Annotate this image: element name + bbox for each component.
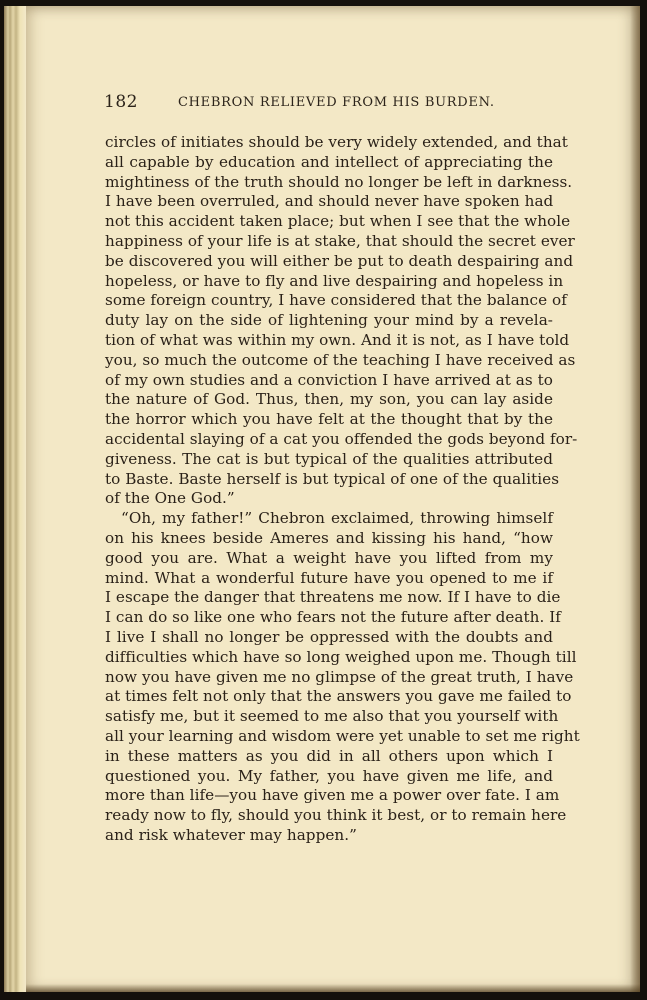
text-line: some foreign country, I have considered that the balance of (105, 291, 567, 310)
text-line: satisfy me, but it seemed to me also that you yourself with (105, 707, 559, 726)
text-line: circles of initiates should be very widely extended, and that (105, 133, 568, 151)
text-line: duty lay on the side of lightening your mind by a revela- (105, 311, 553, 330)
text-line: happiness of your life is at stake, that should the secret ever (105, 231, 575, 250)
text-line: the nature of God. Thus, then, my son, you can lay aside (105, 390, 553, 409)
text-line: more than life—you have given me a power over fate. I am (105, 786, 560, 805)
running-head: CHEBRON RELIEVED FROM HIS BURDEN. (178, 95, 495, 110)
text-line: on his knees beside Ameres and kissing his hand, “how (105, 528, 553, 547)
text-line: good you are. What a weight have you lifted from my (105, 548, 553, 567)
text-line: and risk whatever may happen.” (105, 825, 357, 844)
text-line: be discovered you will either be put to death despairing and (105, 251, 574, 270)
page-number: 182 (104, 92, 138, 112)
text-line: I escape the danger that threatens me now. If I have to die (105, 588, 561, 607)
text-line: mightiness of the truth should no longer be left in darkness. (105, 172, 573, 191)
text-line: accidental slaying of a cat you offended the gods beyond for- (105, 429, 578, 448)
text-line: not this accident taken place; but when I see that the whole (105, 212, 571, 231)
text-line: giveness. The cat is but typical of the qualities attributed (105, 449, 553, 468)
text-line: to Baste. Baste herself is but typical of one of the qualities (105, 469, 560, 488)
text-line: you, so much the outcome of the teaching I have received as (105, 350, 576, 369)
page-header (104, 92, 552, 114)
text-line: all your learning and wisdom were yet unable to set me right (105, 726, 580, 745)
text-line: all capable by education and intellect of appreciating the (105, 152, 553, 171)
page-shadow-bottom (26, 984, 640, 992)
text-line: I have been overruled, and should never have spoken had (105, 192, 554, 211)
text-line: now you have given me no glimpse of the great truth, I have (105, 667, 574, 686)
text-line: of my own studies and a conviction I have arrived at as to (105, 370, 553, 389)
body-text (105, 133, 580, 846)
text-line: mind. What a wonderful future have you opened to me if (105, 568, 553, 587)
text-line: I live I shall no longer be oppressed with the doubts and (105, 627, 553, 646)
text-line: in these matters as you did in all others upon which I (105, 746, 553, 765)
text-line: at times felt not only that the answers you gave me failed to (105, 687, 572, 706)
text-line: ready now to fly, should you think it best, or to remain here (105, 806, 567, 825)
text-line: of the One God.” (105, 489, 235, 508)
text-line: the horror which you have felt at the thought that by the (105, 410, 553, 429)
text-line: “Oh, my father!” Chebron exclaimed, throwing himself (121, 509, 553, 528)
page-shadow-right (630, 6, 640, 992)
text-line: tion of what was within my own. And it is not, as I have told (105, 330, 570, 349)
text-line: hopeless, or have to fly and live despairing and hopeless in (105, 271, 564, 290)
text-line: questioned you. My father, you have given me life, and (105, 766, 553, 785)
text-line: difficulties which have so long weighed upon me. Though till (105, 647, 577, 666)
text-line: I can do so like one who fears not the future after death. If (105, 608, 561, 627)
